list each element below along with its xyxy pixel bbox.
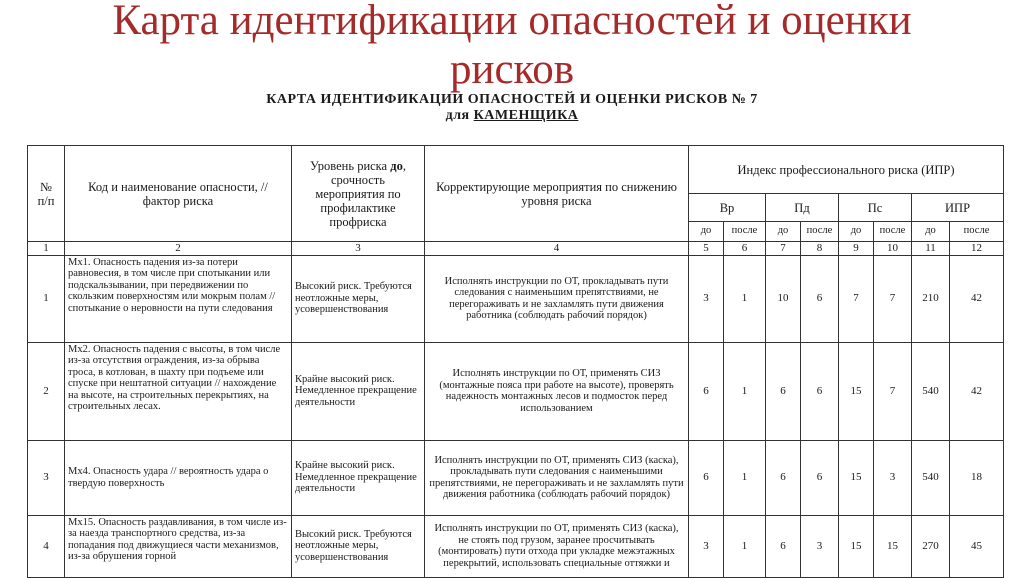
row-ipr-do: 210 [912, 255, 950, 342]
column-number-row [28, 242, 1004, 256]
header-ipr-group: Индекс профессионального риска (ИПР) [689, 146, 1004, 194]
row-risk-level: Крайне высокий риск. Немедленное прекращение деятельности [292, 440, 425, 515]
header-vr: Вр [689, 194, 766, 222]
table-row [28, 440, 1004, 515]
row-hazard: Мх1. Опасность падения из-за потери равновесия, в том числе при спотыкании или подскальзывании, при передвижении по скользким поверхностям или мокрым полам // спотыкание о неровности на пути следования [65, 255, 292, 342]
column-number: 4 [425, 242, 689, 256]
header-measures: Корректирующие мероприятия по снижению уровня риска [425, 146, 689, 242]
row-pd-do: 6 [766, 440, 801, 515]
row-hazard: Мх2. Опасность падения с высоты, в том числе из-за отсутствия ограждения, из-за обрыва троса, в котлован, в шахту при подъеме или спуске при нештатной ситуации // нахождение на высоте, на строительных перекрытиях, на строительных лесах. [65, 342, 292, 440]
row-measures: Исполнять инструкции по ОТ, применять СИЗ (каска), прокладывать пути следования с наименьшими препятствиями, не перегораживать и не захламлять пути движения работника (соблюдать рабочий порядок) [425, 440, 689, 515]
row-risk-level: Крайне высокий риск. Немедленное прекращение деятельности [292, 342, 425, 440]
document-heading-line1: КАРТА ИДЕНТИФИКАЦИИ ОПАСНОСТЕЙ И ОЦЕНКИ РИСКОВ № 7 [266, 92, 758, 107]
column-number: 12 [950, 242, 1004, 256]
row-pd-do: 6 [766, 342, 801, 440]
header-pd-posle: после [801, 222, 839, 242]
row-ps-posle: 7 [874, 255, 912, 342]
row-vr-posle: 1 [724, 440, 766, 515]
header-vr-posle: после [724, 222, 766, 242]
table-row [28, 342, 1004, 440]
document-heading [0, 92, 1024, 124]
row-ps-posle: 7 [874, 342, 912, 440]
header-ipr-do: до [912, 222, 950, 242]
slide-title-line1: Карта идентификации опасностей и оценки [112, 0, 912, 44]
header-num: № п/п [28, 146, 65, 242]
row-hazard: Мх4. Опасность удара // вероятность удара о твердую поверхность [65, 440, 292, 515]
column-number: 7 [766, 242, 801, 256]
header-pd-do: до [766, 222, 801, 242]
row-vr-do: 3 [689, 255, 724, 342]
column-number: 2 [65, 242, 292, 256]
row-vr-do: 6 [689, 342, 724, 440]
row-number: 1 [28, 255, 65, 342]
column-number: 5 [689, 242, 724, 256]
heading-for: для [445, 108, 470, 123]
row-pd-posle: 3 [801, 515, 839, 577]
row-ipr-posle: 42 [950, 342, 1004, 440]
table-row [28, 255, 1004, 342]
table-row [28, 515, 1004, 577]
row-ipr-posle: 42 [950, 255, 1004, 342]
row-vr-do: 3 [689, 515, 724, 577]
slide-title-line2: рисков [449, 46, 575, 93]
row-pd-posle: 6 [801, 342, 839, 440]
row-pd-posle: 6 [801, 440, 839, 515]
row-ipr-posle: 45 [950, 515, 1004, 577]
row-pd-posle: 6 [801, 255, 839, 342]
header-risk-level-part2: , срочность мероприятия по профилактике профриска [315, 158, 406, 229]
header-ps: Пс [839, 194, 912, 222]
risk-table [27, 145, 1004, 578]
row-vr-do: 6 [689, 440, 724, 515]
row-risk-level: Высокий риск. Требуются неотложные меры, усовершенствования [292, 515, 425, 577]
row-ipr-posle: 18 [950, 440, 1004, 515]
row-pd-do: 6 [766, 515, 801, 577]
header-ps-posle: после [874, 222, 912, 242]
header-risk-level-part1: Уровень риска [310, 158, 391, 173]
row-ipr-do: 540 [912, 342, 950, 440]
row-risk-level: Высокий риск. Требуются неотложные меры, усовершенствования [292, 255, 425, 342]
row-ps-do: 15 [839, 515, 874, 577]
row-ipr-do: 540 [912, 440, 950, 515]
row-ipr-do: 270 [912, 515, 950, 577]
header-risk-level-bold: до [390, 158, 403, 173]
header-pd: Пд [766, 194, 839, 222]
column-number: 9 [839, 242, 874, 256]
row-number: 3 [28, 440, 65, 515]
header-risk-level [292, 146, 425, 242]
row-number: 2 [28, 342, 65, 440]
column-number: 8 [801, 242, 839, 256]
row-measures: Исполнять инструкции по ОТ, прокладывать пути следования с наименьшим препятствиями, не перегораживать и не захламлять пути движения работника (соблюдать рабочий порядок) [425, 255, 689, 342]
header-ipr: ИПР [912, 194, 1004, 222]
row-measures: Исполнять инструкции по ОТ, применять СИЗ (монтажные пояса при работе на высоте), проверять надежность монтажных лесов и подмосток перед использованием [425, 342, 689, 440]
row-measures: Исполнять инструкции по ОТ, применять СИЗ (каска), не стоять под грузом, заранее просчитывать (монтировать) пути отхода при укладке межэтажных перекрытий, использовать специальные оттяжки и [425, 515, 689, 577]
row-ps-posle: 15 [874, 515, 912, 577]
header-ps-do: до [839, 222, 874, 242]
row-ps-do: 7 [839, 255, 874, 342]
row-ps-do: 15 [839, 440, 874, 515]
row-pd-do: 10 [766, 255, 801, 342]
column-number: 3 [292, 242, 425, 256]
column-number: 1 [28, 242, 65, 256]
row-vr-posle: 1 [724, 515, 766, 577]
document-heading-line2 [0, 108, 1024, 124]
row-number: 4 [28, 515, 65, 577]
row-vr-posle: 1 [724, 342, 766, 440]
row-ps-posle: 3 [874, 440, 912, 515]
header-vr-do: до [689, 222, 724, 242]
row-vr-posle: 1 [724, 255, 766, 342]
column-number: 6 [724, 242, 766, 256]
slide-title [0, 0, 1024, 94]
column-number: 11 [912, 242, 950, 256]
row-ps-do: 15 [839, 342, 874, 440]
column-number: 10 [874, 242, 912, 256]
header-ipr-posle: после [950, 222, 1004, 242]
heading-profession: КАМЕНЩИКА [473, 108, 579, 123]
header-hazard: Код и наименование опасности, // фактор риска [65, 146, 292, 242]
row-hazard: Мх15. Опасность раздавливания, в том числе из-за наезда транспортного средства, из-за попадания под движущиеся части механизмов, из-за обрушения горной [65, 515, 292, 577]
